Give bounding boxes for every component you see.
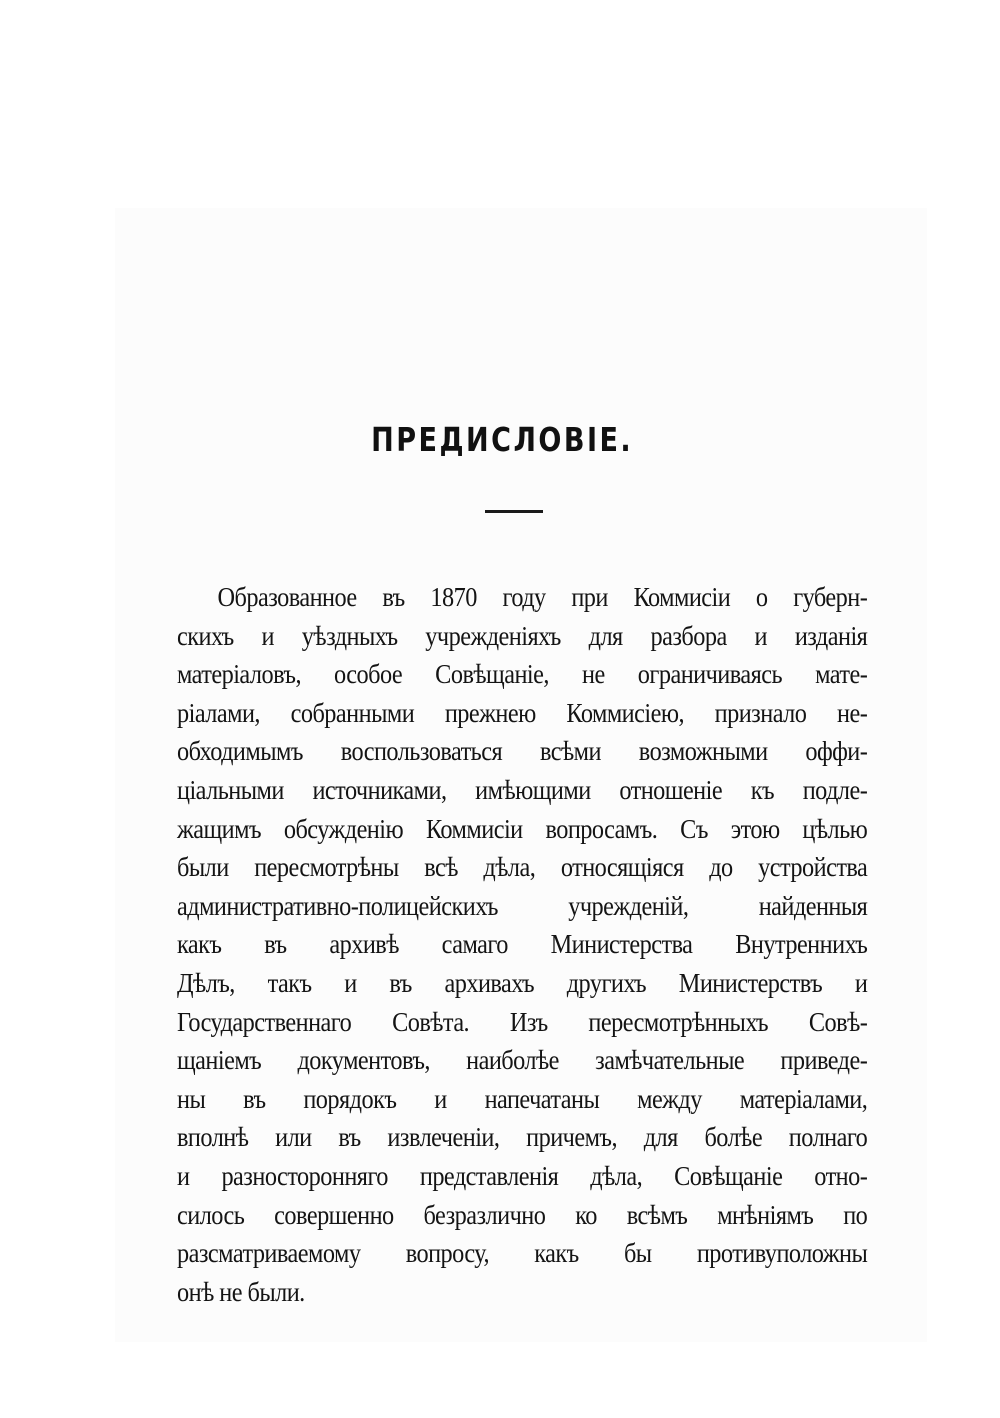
text-line: вполнѣ или въ извлеченіи, причемъ, для болѣе полнаго <box>177 1122 868 1153</box>
title-divider <box>485 510 543 513</box>
page-title: ПРЕДИСЛОВІЕ. <box>371 420 634 459</box>
text-line: Дѣлъ, такъ и въ архивахъ другихъ Министерствъ и <box>177 967 868 998</box>
text-line: ны въ порядокъ и напечатаны между матеріалами, <box>177 1083 868 1114</box>
text-line: обходимымъ воспользоваться всѣми возможными оффи- <box>177 736 868 767</box>
text-line: матеріаловъ, особое Совѣщаніе, не ограничиваясь мате- <box>177 659 868 690</box>
text-line: щаніемъ документовъ, наиболѣе замѣчательные приведе- <box>177 1045 868 1076</box>
text-line: были пересмотрѣны всѣ дѣла, относящіяся до устройства <box>177 852 868 883</box>
preface-paragraph <box>177 578 867 1311</box>
text-line: Государственнаго Совѣта. Изъ пересмотрѣнныхъ Совѣ- <box>177 1006 868 1037</box>
text-line: ріалами, собранными прежнею Коммисіею, признало не- <box>177 697 868 728</box>
text-line: разсматриваемому вопросу, какъ бы противуположны <box>177 1238 868 1269</box>
text-line: онѣ не были. <box>177 1276 305 1307</box>
text-line: Образованное въ 1870 году при Коммисіи о губерн- <box>217 582 868 612</box>
text-line: скихъ и уѣздныхъ учрежденіяхъ для разбора и изданія <box>177 620 868 651</box>
text-line: ціальными источниками, имѣющими отношеніе къ подле- <box>177 774 868 805</box>
text-line: административно-полицейскихъ учрежденій, найденныя <box>177 890 868 921</box>
text-line: какъ въ архивѣ самаго Министерства Внутреннихъ <box>177 929 868 960</box>
text-line: и разносторонняго представленія дѣла, Совѣщаніе отно- <box>177 1160 868 1191</box>
text-line: жащимъ обсужденію Коммисіи вопросамъ. Съ этою цѣлью <box>177 813 868 844</box>
text-line: силось совершенно безразлично ко всѣмъ мнѣніямъ по <box>177 1199 868 1230</box>
